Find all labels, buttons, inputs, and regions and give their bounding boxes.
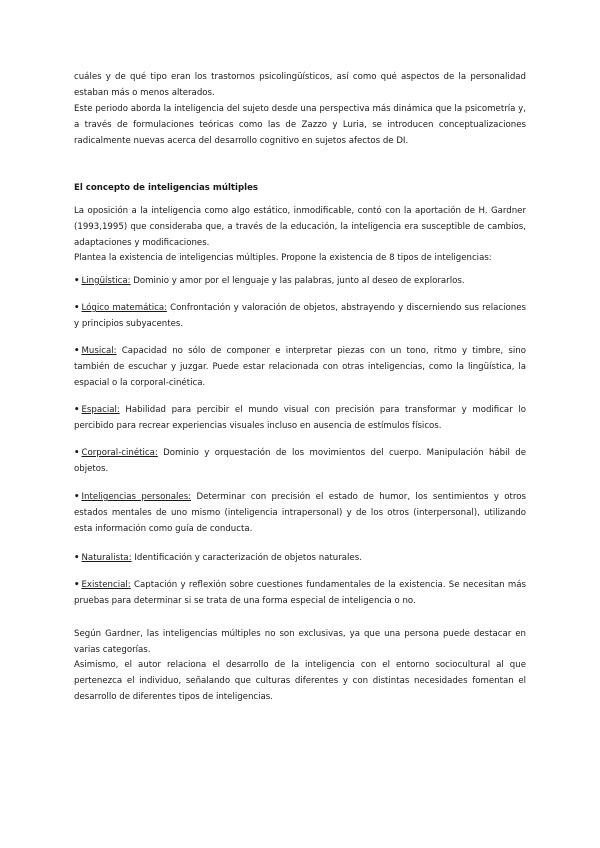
section-paragraph-1: La oposición a la inteligencia como algo estático, inmodificable, contó con la aportación de H. Gardner (1993,1995) que consideraba que, a través de la educación, la inteligencia era susceptible de cambios, adaptaciones y modificaciones.: [74, 206, 526, 248]
intelligence-item-logico-matematica: [74, 301, 526, 333]
item-text: Capacidad no sólo de componer e interpretar piezas con un tono, ritmo y timbre, sino también de escuchar y juzgar. Puede estar relacionada con otras inteligencias, como la lingüística, la espacial o la corporal-cinética.: [74, 346, 526, 388]
item-term: Corporal-cinética:: [81, 448, 158, 458]
intelligence-item-personales: [74, 490, 526, 537]
bullet-icon: •: [74, 553, 80, 563]
item-term: Inteligencias personales:: [81, 492, 192, 502]
bullet-icon: •: [74, 580, 80, 590]
section-paragraph-2: Plantea la existencia de inteligencias múltiples. Propone la existencia de 8 tipos de inteligencias:: [74, 253, 492, 263]
intelligence-item-linguistica: [74, 274, 526, 290]
item-text: Confrontación y valoración de objetos, abstrayendo y discerniendo sus relaciones y principios subyacentes.: [74, 303, 526, 329]
intro-paragraph-1: cuáles y de qué tipo eran los trastornos psicolingüísticos, así como qué aspectos de la personalidad estaban más o menos alterados.: [74, 72, 526, 98]
item-text: Dominio y orquestación de los movimientos del cuerpo. Manipulación hábil de objetos.: [74, 448, 526, 474]
item-text: Captación y reflexión sobre cuestiones fundamentales de la existencia. Se necesitan más pruebas para determinar si se trata de una forma especial de inteligencia o no.: [74, 580, 526, 606]
intelligence-item-espacial: [74, 403, 526, 435]
bullet-icon: •: [74, 448, 80, 458]
bullet-icon: •: [74, 303, 80, 313]
intelligence-item-musical: [74, 344, 526, 391]
intro-paragraph-2: Este periodo aborda la inteligencia del sujeto desde una perspectiva más dinámica que la psicometría y, a través de formulaciones teóricas como las de Zazzo y Luria, se introducen conceptualizaciones radicalmente nuevas acerca del desarrollo cognitivo en sujetos afectos de DI.: [74, 104, 526, 146]
intelligence-item-corporal-cinetica: [74, 446, 526, 478]
intelligence-item-existencial: [74, 578, 526, 610]
bullet-icon: •: [74, 346, 80, 356]
bullet-icon: •: [74, 492, 80, 502]
section-heading: El concepto de inteligencias múltiples: [74, 183, 259, 193]
bullet-icon: •: [74, 405, 80, 415]
intelligence-item-naturalista: [74, 551, 526, 567]
item-term: Lógico matemática:: [81, 303, 167, 313]
closing-paragraph-2: Asimismo, el autor relaciona el desarrollo de la inteligencia con el entorno sociocultural al que pertenezca el individuo, señalando que culturas diferentes y con distintas necesidades fomentan el desarrollo de diferentes tipos de inteligencias.: [74, 660, 526, 702]
bullet-icon: •: [74, 276, 80, 286]
item-text: Habilidad para percibir el mundo visual con precisión para transformar y modificar lo percibido para recrear experiencias visuales incluso en ausencia de estímulos físicos.: [74, 405, 526, 431]
item-term: Lingüística:: [81, 276, 131, 286]
item-term: Musical:: [81, 346, 117, 356]
item-term: Naturalista:: [81, 553, 132, 563]
item-text: Determinar con precisión el estado de humor, los sentimientos y otros estados mentales de uno mismo (inteligencia intrapersonal) y de los otros (interpersonal), utilizando esta información como guía de conducta.: [74, 492, 526, 534]
item-text: Dominio y amor por el lenguaje y las palabras, junto al deseo de explorarlos.: [130, 276, 465, 286]
item-text: Identificación y caracterización de objetos naturales.: [131, 553, 362, 563]
item-term: Espacial:: [81, 405, 120, 415]
closing-paragraph-1: Según Gardner, las inteligencias múltiples no son exclusivas, ya que una persona puede destacar en varias categorías.: [74, 629, 526, 655]
item-term: Existencial:: [81, 580, 131, 590]
